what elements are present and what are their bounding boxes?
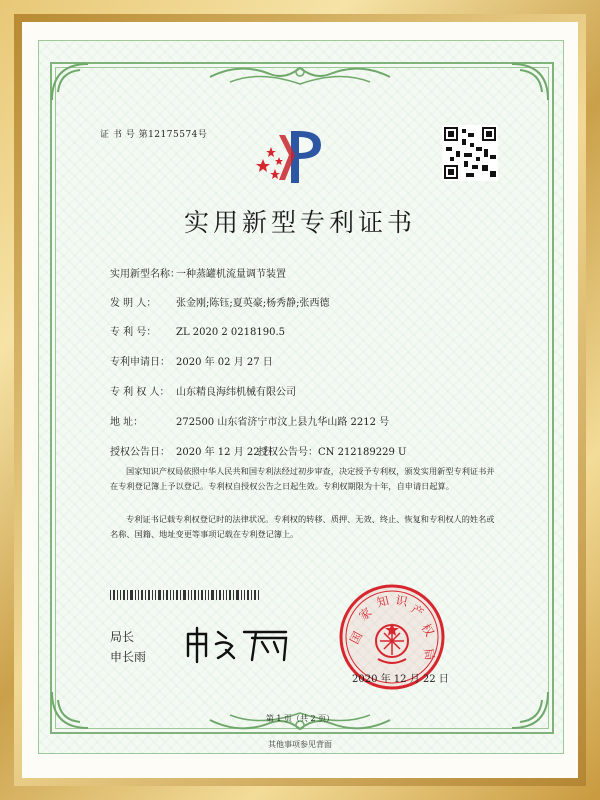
corner-ornament-icon	[50, 62, 90, 102]
barcode-icon	[110, 590, 260, 600]
svg-text:家: 家	[356, 604, 375, 624]
field-label: 授权公告号：	[258, 447, 318, 458]
field-row-application-date	[110, 353, 273, 368]
seal-date: 2020 年 12 月 22 日	[352, 674, 449, 685]
handwritten-signature-icon	[182, 624, 292, 664]
statement-paragraph-1: 国家知识产权局依照中华人民共和国专利法经过初步审查，决定授予专利权，颁发实用新型专利证书并在专利登记簿上予以登记。专利权自授权公告之日起生效。专利权期限为十年，自申请日起算。	[110, 466, 495, 491]
field-label: 专 利 号：	[110, 327, 157, 338]
footer-note: 其他事项参见背面	[268, 740, 332, 749]
field-row-address	[110, 413, 389, 428]
field-label: 实用新型名称：	[110, 269, 180, 280]
svg-text:知: 知	[375, 593, 391, 610]
field-label: 发 明 人：	[110, 298, 157, 309]
field-value: 山东精良海纬机械有限公司	[176, 387, 296, 398]
field-value: ZL 2020 2 0218190.5	[176, 327, 286, 338]
field-value: 张金刚;陈钰;夏英豪;杨秀静;张西德	[176, 298, 330, 309]
field-row-name	[110, 265, 286, 280]
field-value: 272500 山东省济宁市汶上县九华山路 2212 号	[176, 417, 390, 428]
field-row-inventors	[110, 294, 329, 309]
svg-text:识: 识	[394, 593, 409, 610]
field-label: 专 利 权 人：	[110, 387, 170, 398]
signatory-name: 申长雨	[110, 650, 147, 664]
qr-code-icon	[442, 125, 498, 181]
svg-text:产: 产	[408, 601, 427, 621]
field-row-grant-date	[110, 443, 406, 458]
corner-ornament-icon	[50, 690, 90, 730]
field-value: 2020 年 12 月 22 日	[176, 447, 273, 458]
field-label: 授权公告日：	[110, 447, 170, 458]
page-number: 第 1 页（共 2 页）	[265, 714, 335, 723]
svg-text:局: 局	[421, 647, 437, 662]
corner-ornament-icon	[510, 690, 550, 730]
statement-paragraph-2: 专利证书记载专利权登记时的法律状况。专利权的转移、质押、无效、终止、恢复和专利权人的姓名或名称、国籍、地址变更等事项记载在专利登记簿上。	[110, 514, 495, 539]
signatory-title: 局长	[110, 630, 135, 644]
field-value: 一种蒸罐机流量调节装置	[176, 269, 286, 280]
field-row-patentee	[110, 383, 296, 398]
field-label: 地 址：	[110, 417, 144, 428]
field-row-patent-number	[110, 323, 285, 338]
field-value: 2020 年 02 月 27 日	[176, 357, 273, 368]
svg-text:权: 权	[418, 621, 437, 639]
top-ornament-icon	[200, 62, 400, 92]
corner-ornament-icon	[510, 62, 550, 102]
certificate-number: 证 书 号 第12175574号	[100, 130, 208, 140]
certificate-title: 实用新型专利证书	[183, 208, 416, 237]
field-label: 专利申请日：	[110, 357, 170, 368]
svg-text:国: 国	[347, 629, 366, 647]
field-value: CN 212189229 U	[318, 447, 407, 458]
patent-office-logo-icon	[255, 125, 335, 187]
